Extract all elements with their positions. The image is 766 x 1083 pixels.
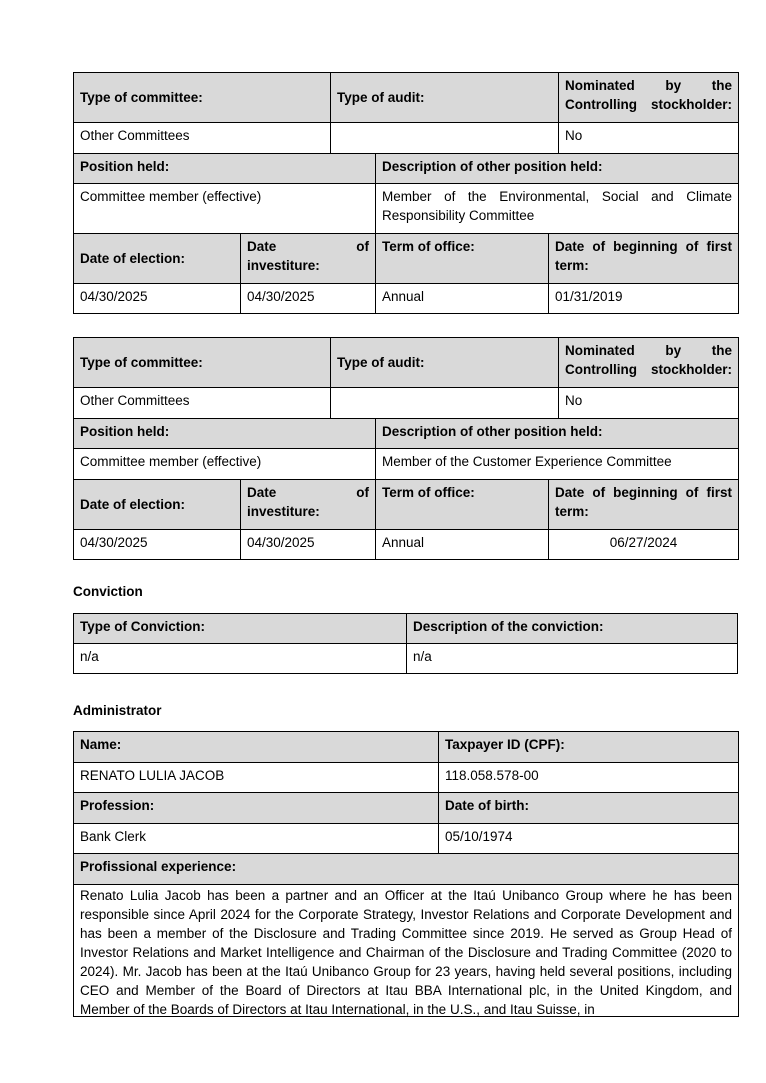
type-of-audit-value	[330, 123, 558, 153]
date-first-term-value: 01/31/2019	[548, 284, 738, 313]
description-other-value: Member of the Customer Experience Committee	[375, 449, 738, 479]
date-first-term-label: Date of beginning of first term:	[548, 480, 738, 529]
birth-label: Date of birth:	[438, 793, 738, 823]
administrator-section-title: Administrator	[73, 703, 162, 718]
date-investiture-label: Date of investiture:	[240, 234, 375, 283]
conviction-description-value: n/a	[406, 644, 737, 673]
nominated-value: No	[558, 388, 738, 418]
term-office-label: Term of office:	[375, 480, 548, 529]
administrator-table	[73, 731, 739, 1017]
date-first-term-value: 06/27/2024	[548, 530, 738, 559]
description-other-value: Member of the Environmental, Social and Climate Responsibility Committee	[375, 184, 738, 233]
date-investiture-value: 04/30/2025	[240, 284, 375, 313]
experience-text: Renato Lulia Jacob has been a partner and an Officer at the Itaú Unibanco Group where he has been responsible since April 2024 for the Corporate Strategy, Investor Relations and Corporate Development and has been a member of the Disclosure and Trading Committee since 2019. He served as Group Head of Investor Relations and Market Intelligence and Chairman of the Disclosure and Trading Committee (2020 to 2024). Mr. Jacob has been at the Itaú Unibanco Group for 23 years, having held several positions, including CEO and Member of the Board of Directors at Itau BBA International plc, in the United Kingdom, and Member of the Boards of Directors at Itau International, in the U.S., and Itau Suisse, in	[80, 888, 732, 1016]
type-of-audit-label: Type of audit:	[330, 338, 558, 387]
type-of-committee-value: Other Committees	[80, 128, 190, 143]
term-office-value: Annual	[375, 284, 548, 313]
term-office-label: Term of office:	[375, 234, 548, 283]
committee-table-2	[73, 337, 739, 560]
position-held-label: Position held:	[74, 419, 375, 448]
birth-value: 05/10/1974	[438, 824, 738, 853]
date-investiture-label: Date of investiture:	[240, 480, 375, 529]
conviction-type-label: Type of Conviction:	[74, 614, 406, 643]
date-election-value: 04/30/2025	[80, 289, 148, 304]
experience-label: Profissional experience:	[74, 854, 738, 884]
nominated-value: No	[558, 123, 738, 153]
nominated-label: Nominated by the Controlling stockholder:	[558, 338, 738, 387]
profession-label: Profession:	[74, 793, 438, 823]
position-held-label: Position held:	[74, 154, 375, 183]
conviction-table	[73, 613, 738, 674]
date-first-term-label: Date of beginning of first term:	[548, 234, 738, 283]
conviction-description-label: Description of the conviction:	[406, 614, 737, 643]
date-election-label: Date of election:	[74, 234, 240, 283]
date-investiture-value: 04/30/2025	[240, 530, 375, 559]
taxpayer-label: Taxpayer ID (CPF):	[438, 732, 738, 762]
name-value: RENATO LULIA JACOB	[80, 768, 225, 783]
type-of-audit-label: Type of audit:	[330, 73, 558, 122]
conviction-type-value: n/a	[80, 649, 99, 664]
profession-value: Bank Clerk	[80, 829, 147, 844]
conviction-section-title: Conviction	[73, 584, 143, 599]
type-of-committee-label: Type of committee:	[74, 338, 330, 387]
name-label: Name:	[74, 732, 438, 762]
taxpayer-value: 118.058.578-00	[438, 763, 738, 792]
position-held-value: Committee member (effective)	[80, 189, 262, 204]
date-election-label: Date of election:	[74, 480, 240, 529]
type-of-committee-value: Other Committees	[80, 393, 190, 408]
committee-table-1	[73, 72, 739, 314]
nominated-label: Nominated by the Controlling stockholder:	[558, 73, 738, 122]
type-of-audit-value	[330, 388, 558, 418]
description-other-label: Description of other position held:	[375, 154, 738, 183]
date-election-value: 04/30/2025	[80, 535, 148, 550]
position-held-value: Committee member (effective)	[80, 454, 262, 469]
term-office-value: Annual	[375, 530, 548, 559]
description-other-label: Description of other position held:	[375, 419, 738, 448]
type-of-committee-label: Type of committee:	[74, 73, 330, 122]
